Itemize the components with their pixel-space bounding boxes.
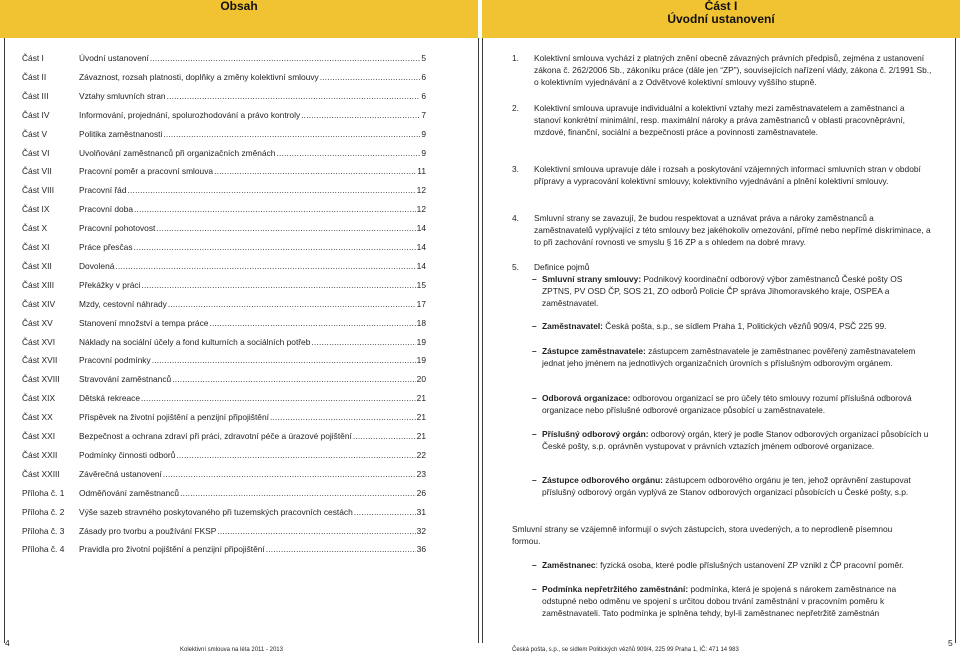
part-title: Úvodní ustanovení — [667, 12, 775, 26]
toc-entry[interactable] — [22, 222, 426, 234]
toc-part-label: Příloha č. 2 — [22, 506, 65, 517]
toc-entry[interactable] — [22, 317, 426, 329]
toc-leader-dots — [209, 317, 415, 329]
definition-term: Odborová organizace: — [542, 393, 631, 403]
toc-title: Pracovní poměr a pracovní smlouva — [79, 166, 214, 177]
toc-part-label: Část VIII — [22, 185, 55, 196]
toc-leader-dots — [163, 468, 416, 480]
definition-term: Zástupce zaměstnavatele: — [542, 346, 646, 356]
left-footer-text: Kolektivní smlouva na léta 2011 - 2013 — [180, 647, 283, 653]
toc-page-number: 20 — [416, 374, 426, 385]
provision-number: 3. — [512, 164, 519, 174]
toc-entry[interactable] — [22, 165, 426, 177]
provision-number: 4. — [512, 213, 519, 223]
toc-title: Stanovení množství a tempa práce — [79, 317, 209, 328]
toc-title: Závaznost, rozsah platnosti, doplňky a změny kolektivní smlouvy — [79, 71, 319, 82]
toc-page-number: 9 — [421, 128, 426, 139]
toc-title: Politika zaměstnanosti — [79, 128, 163, 139]
right-page-number: 5 — [948, 638, 953, 648]
toc-entry[interactable] — [22, 184, 426, 196]
toc-leader-dots — [150, 52, 420, 64]
toc-part-label: Část XIV — [22, 298, 56, 309]
toc-leader-dots — [141, 279, 415, 291]
center-border-left — [478, 38, 479, 643]
toc-title: Odměňování zaměstnanců — [79, 487, 180, 498]
toc-page-number: 19 — [416, 336, 426, 347]
toc-page-number: 21 — [416, 431, 426, 441]
toc-page-number: 23 — [416, 468, 426, 479]
toc-title: Pracovní podmínky — [79, 355, 151, 366]
toc-part-label: Část XVI — [22, 336, 56, 347]
toc-title: Mzdy, cestovní náhrady — [79, 298, 167, 309]
toc-part-label: Část XVII — [22, 355, 58, 366]
toc-leader-dots — [152, 354, 416, 366]
toc-entry[interactable] — [22, 71, 426, 83]
toc-leader-dots — [134, 241, 416, 253]
toc-leader-dots — [127, 184, 415, 196]
toc-title: Výše sazeb stravného poskytovaného při tuzemských pracovních cestách — [79, 506, 353, 517]
toc-part-label: Příloha č. 4 — [22, 544, 65, 555]
toc-entry[interactable] — [22, 430, 426, 442]
toc-title: Pracovní pohotovost — [79, 223, 156, 234]
toc-entry[interactable] — [22, 298, 426, 310]
provision-text: Definice pojmů — [534, 262, 590, 272]
toc-entry[interactable] — [22, 203, 426, 215]
definition-term: Zaměstnanec — [542, 560, 596, 570]
provision-text: Kolektivní smlouva upravuje individuální a kolektivní vztahy mezi zaměstnavatelem a zaměstnanci a stanoví konkrétní minimální, resp. maximální nároky a práva zaměstnanců v oblasti pracovněprávní, mzdové, finanční, sociální a bezpečnosti práce a povinnosti zaměstnavatele. — [534, 103, 905, 137]
toc-leader-dots — [276, 147, 420, 159]
toc-leader-dots — [354, 506, 416, 518]
toc-part-label: Část XVIII — [22, 374, 60, 385]
toc-page-number: 22 — [416, 449, 426, 460]
toc-title: Zásady pro tvorbu a používání FKSP — [79, 525, 217, 536]
toc-part-label: Část XIX — [22, 393, 56, 404]
toc-entry[interactable] — [22, 411, 426, 423]
toc-entry[interactable] — [22, 260, 426, 272]
toc-part-label: Část IV — [22, 109, 50, 120]
toc-part-label: Část XXIII — [22, 468, 60, 479]
toc-entry[interactable] — [22, 109, 426, 121]
toc-entry[interactable] — [22, 525, 426, 537]
toc-leader-dots — [176, 449, 415, 461]
toc-page-number: 18 — [416, 317, 426, 328]
definition-text: zástupcem odborového orgánu je ten, jehož oprávnění zastupovat příslušný odborový orgán vyplývá ze Stanov odborových organizací působících u České pošty, s.p. — [542, 475, 911, 497]
toc-leader-dots — [172, 373, 415, 385]
provision-text: Kolektivní smlouva upravuje dále i rozsah a poskytování vzájemných informací smluvních stran v období přípravy a vypracování kolektivní smlouvy, kolektivního vyjednávání a plnění kolektivní smlouvy. — [534, 164, 921, 186]
toc-title: Závěrečná ustanovení — [79, 468, 162, 479]
toc-page-number: 21 — [416, 393, 426, 404]
part-heading — [482, 0, 960, 26]
toc-title: Příspěvek na životní pojištění a penzijní připojištění — [79, 412, 269, 423]
toc-part-label: Část III — [22, 90, 49, 101]
toc-title: Bezpečnost a ochrana zdraví při práci, zdravotní péče a úrazové pojištění — [79, 431, 352, 441]
toc-page-number: 36 — [416, 544, 426, 555]
right-border — [955, 38, 956, 643]
left-border — [4, 38, 5, 643]
toc-title: Pracovní řád — [79, 185, 127, 196]
toc-page-number: 6 — [421, 90, 426, 101]
toc-part-label: Část XV — [22, 317, 53, 328]
toc-page-number: 14 — [416, 242, 426, 252]
toc-entry[interactable] — [22, 506, 426, 518]
toc-leader-dots — [214, 165, 416, 177]
toc-entry[interactable] — [22, 354, 426, 366]
toc-page-number: 15 — [416, 279, 426, 290]
left-header — [0, 0, 478, 38]
toc-title: Stravování zaměstnanců — [79, 374, 172, 385]
toc-page-number: 14 — [416, 260, 426, 271]
toc-page-number: 12 — [416, 185, 426, 196]
toc-leader-dots — [115, 260, 415, 272]
toc-entry[interactable] — [22, 241, 426, 253]
toc-part-label: Část X — [22, 223, 48, 234]
provision-number: 2. — [512, 103, 519, 113]
toc-part-label: Část VII — [22, 166, 52, 177]
definition-text: odborovou organizací se pro účely této smlouvy rozumí příslušná odborová organizace nebo příslušné odborové organizace působící u zaměstnavatele. — [542, 393, 912, 415]
toc-part-label: Část IX — [22, 204, 50, 215]
toc-leader-dots — [180, 487, 416, 499]
toc-title: Překážky v práci — [79, 279, 141, 290]
toc-leader-dots — [270, 411, 416, 423]
toc-part-label: Příloha č. 3 — [22, 525, 65, 536]
toc-part-label: Část XX — [22, 412, 53, 423]
provision-text: Smluvní strany se zavazují, že budou respektovat a uznávat práva a nároky zaměstnanců a zaměstnavatelů vyplývající z této smlouvy bez jakéhokoliv omezování, přímé nebo nepřímé diskriminace, a to při zachování rovnosti ve smyslu § 16 ZP a s ohledem na dobré mravy. — [534, 213, 931, 247]
toc-leader-dots — [134, 203, 416, 215]
toc-leader-dots — [353, 430, 416, 442]
definition-text: Česká pošta, s.p., se sídlem Praha 1, Politických vězňů 909/4, PSČ 225 99. — [602, 321, 887, 331]
toc-page-number: 17 — [416, 298, 426, 309]
toc-entry[interactable] — [22, 543, 426, 555]
toc-entry[interactable] — [22, 373, 426, 385]
toc-leader-dots — [311, 336, 415, 348]
toc-leader-dots — [167, 90, 421, 102]
toc-entry[interactable] — [22, 147, 426, 159]
toc-entry[interactable] — [22, 52, 426, 64]
provision-number: 1. — [512, 53, 519, 63]
toc-part-label: Část V — [22, 128, 48, 139]
toc-leader-dots — [168, 298, 416, 310]
toc-part-label: Část XXI — [22, 431, 56, 441]
toc-page-number: 6 — [421, 71, 426, 82]
toc-leader-dots — [217, 525, 415, 537]
definition-term: Zaměstnavatel: — [542, 321, 603, 331]
toc-title: Úvodní ustanovení — [79, 53, 149, 63]
toc-part-label: Část XXII — [22, 449, 58, 460]
part-number: Část I — [704, 0, 738, 13]
left-page-number: 4 — [5, 638, 10, 648]
toc-part-label: Část XI — [22, 242, 50, 252]
definition-text: zástupcem zaměstnavatele je zaměstnanec pověřený zaměstnavatelem jednat jeho jménem na jednotlivých organizačních úrovních s příslušným odborovým orgánem. — [542, 346, 916, 368]
toc-title: Pravidla pro životní pojištění a penzijní připojištění — [79, 544, 265, 555]
definition-text: podmínka, která je spojená s nárokem zaměstnance na odstupné nebo odměnu ve spojení s určitou dobou trvání zaměstnání v pracovním poměru k zaměstnavateli. Tato podmínka je splněna tehdy, byl-li zaměstnanec nepřetržitě zaměstnán — [542, 584, 897, 618]
toc-part-label: Část I — [22, 53, 44, 63]
toc-entry[interactable] — [22, 392, 426, 404]
toc-entry[interactable] — [22, 279, 426, 291]
toc-entry[interactable] — [22, 128, 426, 140]
toc-title: Dětská rekreace — [79, 393, 140, 404]
definition-text: : fyzická osoba, které podle příslušných ustanovení ZP vznikl z ČP pracovní poměr. — [595, 560, 904, 570]
provision-text: Kolektivní smlouva vychází z platných znění obecně závazných právních předpisů, zejména z ustanovení zákona č. 262/2006 Sb., zákoníku práce (dále jen “ZP”), souvisejících nařízení vlády, zákona č. 2/1991 Sb., o kolektivním vyjednávání a z Odvětvové kolektivní smlouvy vyššího stupně. — [534, 53, 932, 87]
definition-term: Zástupce odborového orgánu: — [542, 475, 663, 485]
toc-page-number: 32 — [416, 525, 426, 536]
definition-term: Příslušný odborový orgán: — [542, 429, 649, 439]
toc-entry[interactable] — [22, 487, 426, 499]
toc-page-number: 19 — [416, 355, 426, 366]
toc-page-number: 7 — [421, 109, 426, 120]
toc-title: Uvolňování zaměstnanců při organizačních změnách — [79, 147, 276, 158]
toc-title: Vztahy smluvních stran — [79, 90, 166, 101]
toc-entry[interactable] — [22, 449, 426, 461]
toc-title: Informování, projednání, spolurozhodování a právo kontroly — [79, 109, 301, 120]
toc-part-label: Část II — [22, 71, 47, 82]
definition-text: odborový orgán, který je podle Stanov odborových organizací působících u České pošty, s.p. oprávněn vystupovat v právních vztazích jménem odborové organizace. — [542, 429, 929, 451]
toc-title: Podmínky činnosti odborů — [79, 449, 176, 460]
definition-text: Podnikový koordinační odborový výbor zaměstnanců České pošty OS ZPTNS, PV OSD ČP, SOS 21, ZO odborů Policie ČP správa Jihomoravského kraje, OSPEA a zaměstnavatel. — [542, 274, 903, 308]
toc-leader-dots — [141, 392, 416, 404]
toc-page-number: 26 — [416, 487, 426, 498]
toc-page-number: 31 — [416, 506, 426, 517]
toc-page-number: 11 — [417, 166, 426, 177]
toc-entry[interactable] — [22, 468, 426, 480]
toc-part-label: Část XIII — [22, 279, 55, 290]
toc-leader-dots — [156, 222, 415, 234]
toc-entry[interactable] — [22, 90, 426, 102]
toc-title: Pracovní doba — [79, 204, 134, 215]
toc-heading: Obsah — [220, 0, 258, 13]
toc-title: Náklady na sociální účely a fond kulturních a sociálních potřeb — [79, 336, 311, 347]
toc-title: Práce přesčas — [79, 242, 133, 252]
parties-info-paragraph: Smluvní strany se vzájemně informují o svých zástupcích, stora uvedených, a to neprodleně písemnou formou. — [512, 524, 893, 546]
toc-page-number: 14 — [416, 223, 426, 234]
toc-leader-dots — [320, 71, 421, 83]
toc-page-number: 12 — [416, 204, 426, 215]
toc-entry[interactable] — [22, 336, 426, 348]
toc-title: Dovolená — [79, 260, 115, 271]
toc-leader-dots — [301, 109, 420, 121]
right-header — [482, 0, 960, 38]
toc-page-number: 9 — [421, 147, 426, 158]
center-border-right — [482, 38, 483, 643]
toc-page-number: 5 — [421, 53, 426, 63]
toc-leader-dots — [163, 128, 420, 140]
toc-part-label: Část VI — [22, 147, 50, 158]
toc-page-number: 21 — [416, 412, 426, 423]
toc-part-label: Část XII — [22, 260, 52, 271]
right-footer-text: Česká pošta, s.p., se sídlem Politických vězňů 909/4, 225 99 Praha 1, IČ: 471 14 983 — [512, 647, 739, 653]
toc-leader-dots — [266, 543, 416, 555]
provision-number: 5. — [512, 262, 519, 272]
toc-part-label: Příloha č. 1 — [22, 487, 65, 498]
definition-term: Podmínka nepřetržitého zaměstnání: — [542, 584, 689, 594]
definition-term: Smluvní strany smlouvy: — [542, 274, 642, 284]
